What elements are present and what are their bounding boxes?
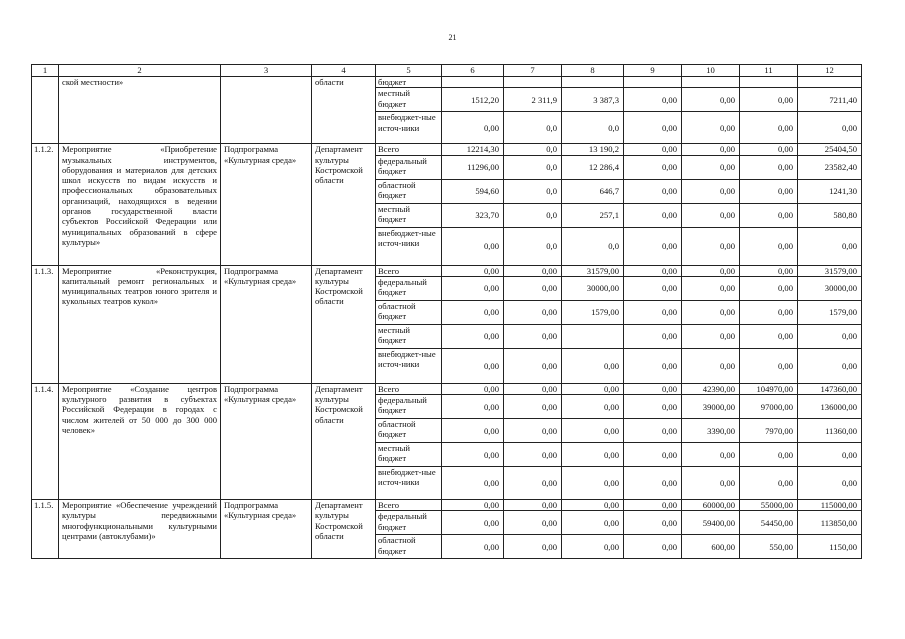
column-header: 4: [312, 65, 376, 77]
amount-cell: 0,00: [562, 535, 624, 559]
amount-cell: 147360,00: [798, 383, 862, 394]
amount-cell: 7970,00: [740, 419, 798, 443]
activity-name: Мероприятие «Приобретение музыкальных инструментов, оборудования и материалов для детских школ искусств по видам искусств и профессиональных образовательных организаций, находящихся в ведении органов государственной власти субъектов Российской Федерации или муниципальных образований в сфере культуры»: [59, 144, 221, 265]
column-header: 10: [682, 65, 740, 77]
executor: Департамент культуры Костромской области: [312, 265, 376, 383]
amount-cell: 23582,40: [798, 155, 862, 179]
amount-cell: 0,00: [624, 324, 682, 348]
amount-cell: 55000,00: [740, 500, 798, 511]
amount-cell: 0,00: [740, 467, 798, 500]
amount-cell: 0,00: [442, 467, 504, 500]
amount-cell: 0,00: [562, 419, 624, 443]
funding-source: внебюджет-ные источ-ники: [376, 467, 442, 500]
amount-cell: 594,60: [442, 179, 504, 203]
amount-cell: 31579,00: [562, 265, 624, 276]
amount-cell: 0,00: [504, 395, 562, 419]
activity-name: Мероприятие «Обеспечение учреждений культуры передвижными многофункциональными культурными центрами (автоклубами)»: [59, 500, 221, 559]
amount-cell: 0,00: [504, 300, 562, 324]
amount-cell: 0,00: [442, 276, 504, 300]
amount-cell: 31579,00: [798, 265, 862, 276]
funding-source: внебюджет-ные источ-ники: [376, 348, 442, 383]
amount-cell: 0,00: [624, 500, 682, 511]
funding-source: федеральный бюджет: [376, 395, 442, 419]
amount-cell: 0,00: [504, 276, 562, 300]
item-number: 1.1.4.: [32, 383, 59, 499]
funding-source: местный бюджет: [376, 88, 442, 112]
amount-cell: 0,00: [624, 300, 682, 324]
amount-cell: 0,00: [624, 443, 682, 467]
column-header: 12: [798, 65, 862, 77]
amount-cell: 0,00: [624, 467, 682, 500]
amount-cell: 0,00: [740, 443, 798, 467]
amount-cell: 12214,30: [442, 144, 504, 155]
funding-source: Всего: [376, 383, 442, 394]
item-number: 1.1.5.: [32, 500, 59, 559]
column-header: 3: [221, 65, 312, 77]
amount-cell: 600,00: [682, 535, 740, 559]
amount-cell: 0,00: [442, 348, 504, 383]
amount-cell: 0,00: [442, 227, 504, 265]
amount-cell: 0,00: [442, 300, 504, 324]
amount-cell: 0,00: [504, 265, 562, 276]
amount-cell: 0,00: [624, 112, 682, 144]
amount-cell: 0,00: [562, 511, 624, 535]
activity-name: Мероприятие «Создание центров культурного развития в субъектах Российской Федерации в городах с числом жителей от 50 000 до 300 000 человек»: [59, 383, 221, 499]
amount-cell: 0,00: [682, 276, 740, 300]
funding-source: федеральный бюджет: [376, 276, 442, 300]
amount-cell: 646,7: [562, 179, 624, 203]
amount-cell: 0,0: [504, 112, 562, 144]
amount-cell: 54450,00: [740, 511, 798, 535]
amount-cell: 1150,00: [798, 535, 862, 559]
amount-cell: 0,00: [624, 511, 682, 535]
page-number: 21: [448, 33, 457, 42]
amount-cell: [562, 77, 624, 88]
amount-cell: 0,00: [740, 227, 798, 265]
table-row: [32, 383, 862, 394]
amount-cell: 0,00: [740, 348, 798, 383]
funding-source: областной бюджет: [376, 300, 442, 324]
amount-cell: 0,00: [740, 324, 798, 348]
amount-cell: 104970,00: [740, 383, 798, 394]
amount-cell: 0,00: [442, 535, 504, 559]
amount-cell: 0,00: [504, 500, 562, 511]
amount-cell: 0,0: [562, 112, 624, 144]
amount-cell: 30000,00: [798, 276, 862, 300]
amount-cell: 0,00: [624, 348, 682, 383]
amount-cell: 0,00: [562, 395, 624, 419]
table-row: [32, 77, 862, 88]
amount-cell: 0,00: [504, 419, 562, 443]
amount-cell: 0,00: [442, 324, 504, 348]
column-header: 1: [32, 65, 59, 77]
amount-cell: 0,00: [562, 443, 624, 467]
table-row: [32, 265, 862, 276]
amount-cell: 0,00: [682, 88, 740, 112]
amount-cell: 0,00: [740, 112, 798, 144]
amount-cell: 113850,00: [798, 511, 862, 535]
amount-cell: 0,00: [624, 265, 682, 276]
amount-cell: 2 311,9: [504, 88, 562, 112]
amount-cell: 0,00: [504, 511, 562, 535]
amount-cell: 0,00: [624, 227, 682, 265]
amount-cell: 0,00: [798, 112, 862, 144]
amount-cell: 13 190,2: [562, 144, 624, 155]
amount-cell: 115000,00: [798, 500, 862, 511]
column-header: 9: [624, 65, 682, 77]
amount-cell: 0,00: [442, 265, 504, 276]
amount-cell: 3 387,3: [562, 88, 624, 112]
amount-cell: 0,00: [682, 155, 740, 179]
funding-source: бюджет: [376, 77, 442, 88]
amount-cell: 0,00: [624, 155, 682, 179]
column-header: 2: [59, 65, 221, 77]
funding-source: Всего: [376, 265, 442, 276]
amount-cell: 0,00: [504, 535, 562, 559]
subprogram: Подпрограмма «Культурная среда»: [221, 500, 312, 559]
amount-cell: 0,00: [740, 179, 798, 203]
funding-source: областной бюджет: [376, 419, 442, 443]
amount-cell: 7211,40: [798, 88, 862, 112]
amount-cell: 0,00: [624, 88, 682, 112]
funding-source: внебюджет-ные источ-ники: [376, 112, 442, 144]
budget-table: [31, 64, 862, 559]
amount-cell: 0,00: [504, 348, 562, 383]
amount-cell: 0,00: [798, 348, 862, 383]
amount-cell: 1579,00: [562, 300, 624, 324]
column-header: 5: [376, 65, 442, 77]
amount-cell: 0,00: [682, 324, 740, 348]
amount-cell: [740, 77, 798, 88]
item-number: 1.1.3.: [32, 265, 59, 383]
amount-cell: 0,00: [682, 467, 740, 500]
amount-cell: 0,00: [442, 383, 504, 394]
funding-source: федеральный бюджет: [376, 155, 442, 179]
amount-cell: 0,00: [682, 443, 740, 467]
executor: Департамент культуры Костромской области: [312, 144, 376, 265]
amount-cell: 0,00: [682, 144, 740, 155]
amount-cell: 1241,30: [798, 179, 862, 203]
amount-cell: 0,00: [624, 419, 682, 443]
amount-cell: 42390,00: [682, 383, 740, 394]
amount-cell: 0,00: [740, 300, 798, 324]
amount-cell: 0,00: [798, 467, 862, 500]
amount-cell: 0,00: [740, 144, 798, 155]
amount-cell: 97000,00: [740, 395, 798, 419]
amount-cell: 12 286,4: [562, 155, 624, 179]
amount-cell: [682, 77, 740, 88]
amount-cell: 0,00: [562, 500, 624, 511]
funding-source: местный бюджет: [376, 324, 442, 348]
amount-cell: 0,00: [682, 112, 740, 144]
amount-cell: 257,1: [562, 203, 624, 227]
amount-cell: 0,0: [504, 144, 562, 155]
funding-source: федеральный бюджет: [376, 511, 442, 535]
activity-name: Мероприятие «Реконструкция, капитальный ремонт региональных и муниципальных театров юного зрителя и кукольных театров кукол»: [59, 265, 221, 383]
column-header: 7: [504, 65, 562, 77]
executor: Департамент культуры Костромской области: [312, 383, 376, 499]
subprogram: Подпрограмма «Культурная среда»: [221, 383, 312, 499]
amount-cell: 0,00: [798, 443, 862, 467]
amount-cell: 0,00: [442, 443, 504, 467]
amount-cell: 0,00: [624, 535, 682, 559]
amount-cell: 0,00: [562, 467, 624, 500]
amount-cell: [624, 77, 682, 88]
amount-cell: 0,00: [740, 276, 798, 300]
amount-cell: 0,00: [624, 395, 682, 419]
amount-cell: 0,00: [624, 144, 682, 155]
amount-cell: 580,80: [798, 203, 862, 227]
amount-cell: 0,00: [504, 324, 562, 348]
amount-cell: 60000,00: [682, 500, 740, 511]
column-header: 6: [442, 65, 504, 77]
amount-cell: 323,70: [442, 203, 504, 227]
table-row: [32, 144, 862, 155]
amount-cell: 0,0: [504, 179, 562, 203]
amount-cell: 0,00: [798, 324, 862, 348]
amount-cell: 25404,50: [798, 144, 862, 155]
activity-name: ской местности»: [59, 77, 221, 144]
funding-source: Всего: [376, 500, 442, 511]
amount-cell: 0,00: [504, 467, 562, 500]
amount-cell: 0,00: [624, 383, 682, 394]
amount-cell: 0,00: [740, 265, 798, 276]
amount-cell: 0,00: [624, 276, 682, 300]
amount-cell: 3390,00: [682, 419, 740, 443]
amount-cell: 0,0: [504, 155, 562, 179]
amount-cell: 0,00: [682, 300, 740, 324]
amount-cell: 0,00: [442, 112, 504, 144]
amount-cell: 550,00: [740, 535, 798, 559]
amount-cell: 0,00: [504, 383, 562, 394]
amount-cell: 30000,00: [562, 276, 624, 300]
amount-cell: 59400,00: [682, 511, 740, 535]
funding-source: Всего: [376, 144, 442, 155]
subprogram: Подпрограмма «Культурная среда»: [221, 265, 312, 383]
amount-cell: 0,00: [682, 227, 740, 265]
subprogram: [221, 77, 312, 144]
header-row: [32, 65, 862, 77]
amount-cell: 0,00: [682, 348, 740, 383]
amount-cell: 0,00: [442, 511, 504, 535]
amount-cell: 136000,00: [798, 395, 862, 419]
amount-cell: 1579,00: [798, 300, 862, 324]
column-header: 8: [562, 65, 624, 77]
executor: области: [312, 77, 376, 144]
amount-cell: 0,00: [442, 395, 504, 419]
amount-cell: [442, 77, 504, 88]
funding-source: местный бюджет: [376, 443, 442, 467]
funding-source: местный бюджет: [376, 203, 442, 227]
funding-source: областной бюджет: [376, 535, 442, 559]
amount-cell: 0,00: [740, 203, 798, 227]
item-number: [32, 77, 59, 144]
amount-cell: 39000,00: [682, 395, 740, 419]
item-number: 1.1.2.: [32, 144, 59, 265]
amount-cell: 0,00: [740, 88, 798, 112]
funding-source: внебюджет-ные источ-ники: [376, 227, 442, 265]
amount-cell: [798, 77, 862, 88]
amount-cell: [562, 324, 624, 348]
amount-cell: 0,00: [562, 348, 624, 383]
amount-cell: 0,00: [798, 227, 862, 265]
amount-cell: 1512,20: [442, 88, 504, 112]
amount-cell: 0,00: [442, 419, 504, 443]
executor: Департамент культуры Костромской области: [312, 500, 376, 559]
subprogram: Подпрограмма «Культурная среда»: [221, 144, 312, 265]
amount-cell: 11360,00: [798, 419, 862, 443]
amount-cell: 0,00: [624, 179, 682, 203]
amount-cell: 0,0: [504, 203, 562, 227]
column-header: 11: [740, 65, 798, 77]
table-row: [32, 500, 862, 511]
amount-cell: 0,00: [504, 443, 562, 467]
amount-cell: 0,0: [562, 227, 624, 265]
amount-cell: 0,00: [562, 383, 624, 394]
amount-cell: 0,00: [442, 500, 504, 511]
amount-cell: 0,00: [682, 203, 740, 227]
amount-cell: 0,00: [682, 265, 740, 276]
amount-cell: 11296,00: [442, 155, 504, 179]
funding-source: областной бюджет: [376, 179, 442, 203]
amount-cell: 0,00: [740, 155, 798, 179]
amount-cell: 0,0: [504, 227, 562, 265]
amount-cell: 0,00: [624, 203, 682, 227]
amount-cell: [504, 77, 562, 88]
amount-cell: 0,00: [682, 179, 740, 203]
